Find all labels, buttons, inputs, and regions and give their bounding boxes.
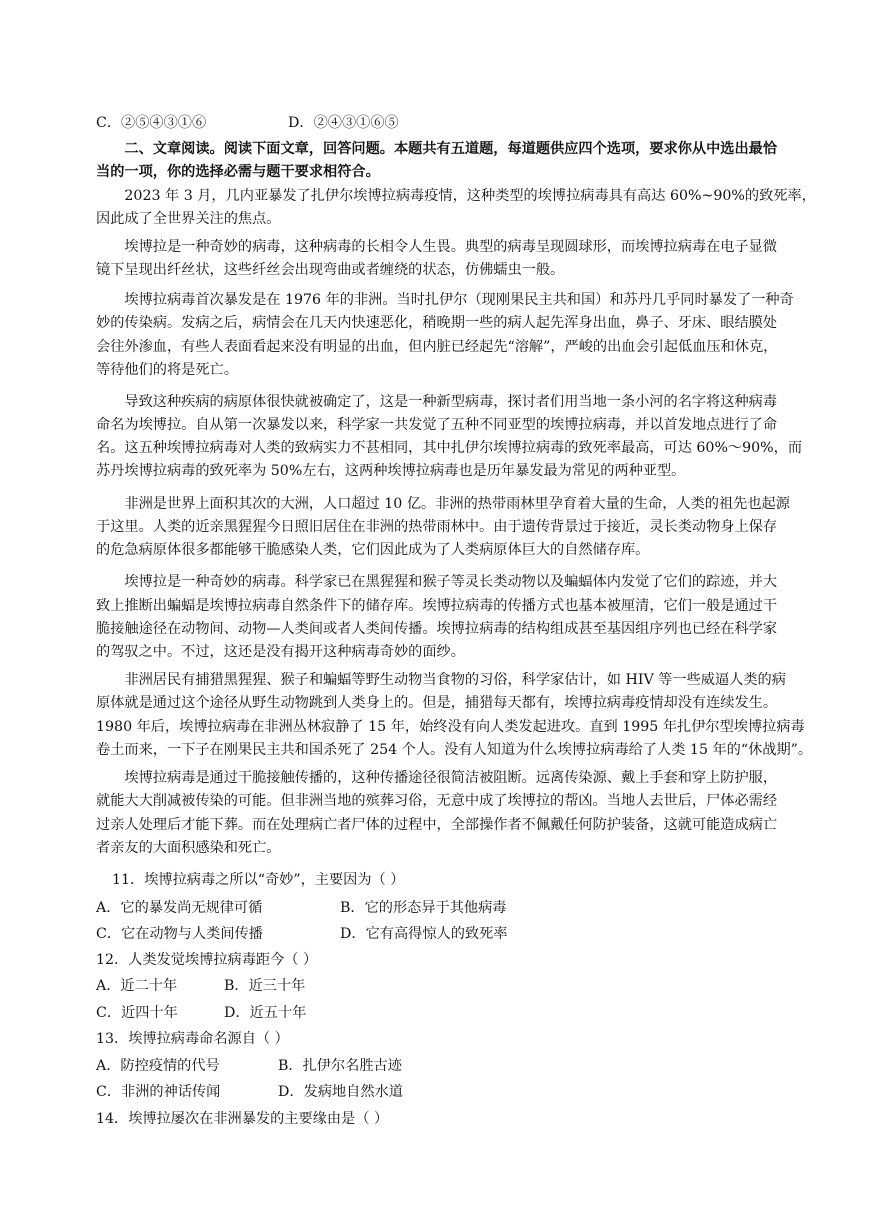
question-13-stem: 13．埃博拉病毒命名源自（ ） [96, 1031, 289, 1047]
question-13-option-a: A．防控疫情的代号 [96, 1058, 220, 1074]
paragraph-7-line-4: 卷土而来，一下子在刚果民主共和国杀死了 254 个人。没有人知道为什么埃博拉病毒给了人类 15 年的“休战期”。 [96, 742, 813, 758]
question-13-option-c: C．非洲的神话传闻 [96, 1084, 221, 1100]
option-d-top: D．②④③①⑥⑤ [288, 115, 399, 131]
question-11-option-d: D．它有高得惊人的致死率 [340, 926, 508, 942]
paragraph-6-line-1: 埃博拉是一种奇妙的病毒。科学家已在黑猩猩和猴子等灵长类动物以及蝙蝠体内发觉了它们的踪迹，并大 [124, 574, 778, 590]
paragraph-3-line-2: 妙的传染病。发病之后，病情会在几天内快速恶化，稍晚期一些的病人起先浑身出血，鼻子、牙床、眼结膜处 [96, 315, 778, 331]
question-12-option-a: A．近二十年 [96, 978, 178, 994]
paragraph-8-line-3: 过亲人处理后才能下葬。而在处理病亡者尸体的过程中，全部操作者不佩戴任何防护装备，这就可能造成病亡 [96, 817, 778, 833]
question-11-option-b: B．它的形态异于其他病毒 [340, 900, 507, 916]
paragraph-2-line-1: 埃博拉是一种奇妙的病毒，这种病毒的长相令人生畏。典型的病毒呈现圆球形，而埃博拉病毒在电子显微 [124, 239, 778, 255]
paragraph-4-line-3: 名。这五种埃博拉病毒对人类的致病实力不甚相同，其中扎伊尔埃博拉病毒的致死率最高，可达 60%～90%，而 [96, 440, 803, 456]
paragraph-1-line-1: 2023 年 3 月，几内亚暴发了扎伊尔埃博拉病毒疫情，这种类型的埃博拉病毒具有高达 60%~90%的致死率， [124, 188, 816, 204]
paragraph-6-line-4: 的驾驭之中。不过，这还是没有揭开这种病毒奇妙的面纱。 [96, 644, 465, 660]
question-11-stem: 11．埃博拉病毒之所以“奇妙”，主要因为（ ） [112, 872, 405, 888]
paragraph-7-line-1: 非洲居民有捕猎黑猩猩、猴子和蝙蝠等野生动物当食物的习俗，科学家估计，如 HIV 等一些威逼人类的病 [124, 672, 786, 688]
question-13-option-b: B．扎伊尔名胜古迹 [278, 1058, 402, 1074]
paragraph-5-line-2: 于这里。人类的近亲黑猩猩今日照旧居住在非洲的热带雨林中。由于遗传背景过于接近，灵长类动物身上保存 [96, 519, 778, 535]
paragraph-6-line-3: 脆接触途径在动物间、动物—人类间或者人类间传播。埃博拉病毒的结构组成甚至基因组序列也已经在科学家 [96, 621, 778, 637]
question-13-option-d: D．发病地自然水道 [278, 1084, 403, 1100]
paragraph-4-line-4: 苏丹埃博拉病毒的致死率为 50%左右，这两种埃博拉病毒也是历年暴发最为常见的两种亚型。 [96, 463, 686, 479]
paragraph-3-line-4: 等待他们的将是死亡。 [96, 362, 238, 378]
paragraph-8-line-4: 者亲友的大面积感染和死亡。 [96, 840, 281, 856]
paragraph-8-line-2: 就能大大削减被传染的可能。但非洲当地的殡葬习俗，无意中成了埃博拉的帮凶。当地人去世后，尸体必需经 [96, 793, 778, 809]
paragraph-3-line-3: 会往外渗血，有些人表面看起来没有明显的出血，但内脏已经起先“溶解”，严峻的出血会引起低血压和休克， [96, 339, 778, 355]
question-12-option-d: D．近五十年 [224, 1005, 307, 1021]
paragraph-8-line-1: 埃博拉病毒是通过干脆接触传播的，这种传播途径很简洁被阻断。远离传染源、戴上手套和穿上防护服， [124, 770, 778, 786]
paragraph-1-line-2: 因此成了全世界关注的焦点。 [96, 211, 281, 227]
paragraph-3-line-1: 埃博拉病毒首次暴发是在 1976 年的非洲。当时扎伊尔（现刚果民主共和国）和苏丹几乎同时暴发了一种奇 [124, 292, 794, 308]
section-heading-line-1: 二、文章阅读。阅读下面文章，回答问题。本题共有五道题，每道题供应四个选项，要求你从中选出最恰 [124, 141, 778, 157]
paragraph-7-line-3: 1980 年后，埃博拉病毒在非洲丛林寂静了 15 年，始终没有向人类发起进攻。直到 1995 年扎伊尔型埃博拉病毒 [96, 719, 805, 735]
option-c-top: C．②⑤④③①⑥ [96, 115, 207, 131]
section-heading-line-2: 当的一项，你的选择必需与题干要求相符合。 [96, 164, 380, 180]
paragraph-2-line-2: 镜下呈现出纤丝状，这些纤丝会出现弯曲或者缠绕的状态，仿佛蠕虫一般。 [96, 262, 565, 278]
paragraph-7-line-2: 原体就是通过这个途径从野生动物跳到人类身上的。但是，捕猎每天都有，埃博拉病毒疫情却没有连续发生。 [96, 695, 778, 711]
question-14-stem: 14．埃博拉屡次在非洲暴发的主要缘由是（ ） [96, 1111, 389, 1127]
question-11-option-c: C．它在动物与人类间传播 [96, 926, 263, 942]
question-12-stem: 12．人类发觉埃博拉病毒距今（ ） [96, 952, 318, 968]
paragraph-4-line-1: 导致这种疾病的病原体很快就被确定了，这是一种新型病毒，探讨者们用当地一条小河的名字将这种病毒 [124, 394, 778, 410]
paragraph-6-line-2: 致上推断出蝙蝠是埃博拉病毒自然条件下的储存库。埃博拉病毒的传播方式也基本被厘清，它们一般是通过干 [96, 598, 778, 614]
question-11-option-a: A．它的暴发尚无规律可循 [96, 900, 263, 916]
paragraph-5-line-3: 的危急病原体很多都能够干脆感染人类，它们因此成为了人类病原体巨大的自然储存库。 [96, 542, 650, 558]
paragraph-5-line-1: 非洲是世界上面积其次的大洲，人口超过 10 亿。非洲的热带雨林里孕育着大量的生命，人类的祖先也起源 [124, 496, 790, 512]
question-12-option-b: B．近三十年 [224, 978, 306, 994]
question-12-option-c: C．近四十年 [96, 1005, 178, 1021]
paragraph-4-line-2: 命名为埃博拉。自从第一次暴发以来，科学家一共发觉了五种不同亚型的埃博拉病毒，并以首发地点进行了命 [96, 417, 778, 433]
